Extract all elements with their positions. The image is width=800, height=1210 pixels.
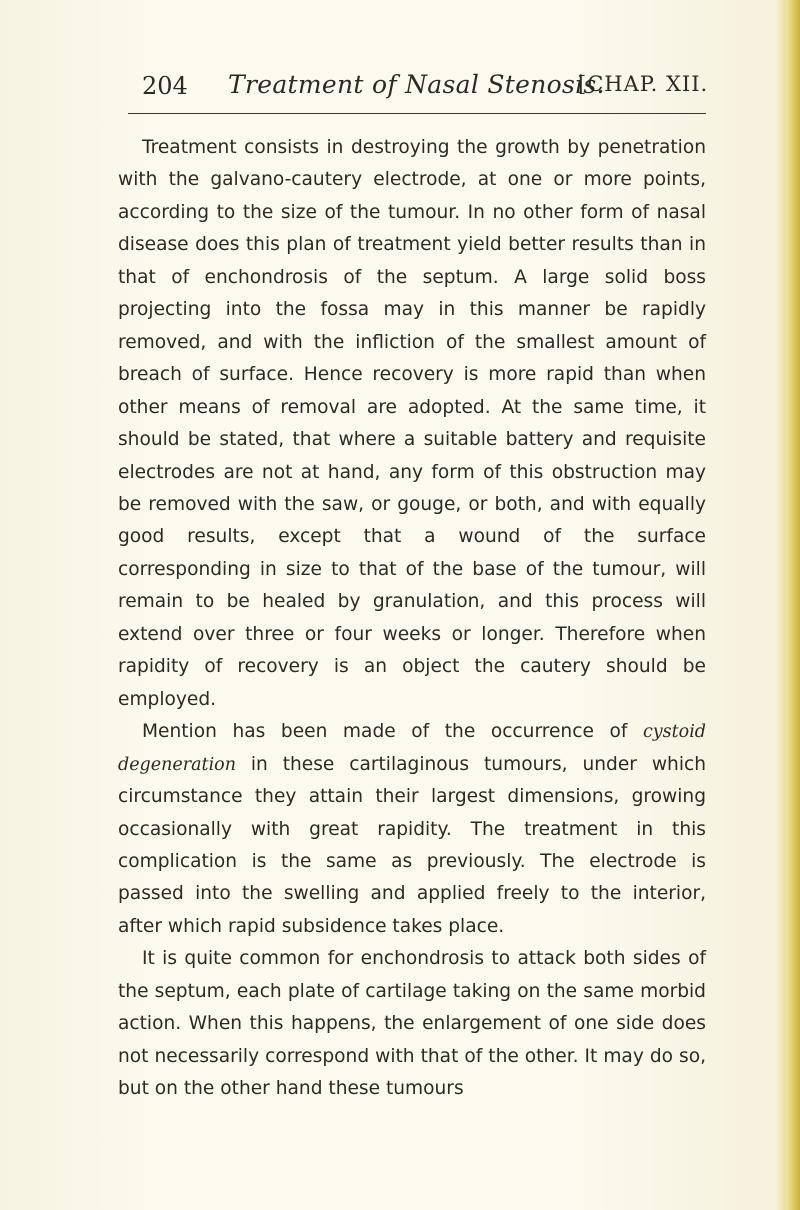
chapter-label: [CHAP. XII.	[578, 72, 709, 96]
body-text	[118, 132, 706, 1106]
paragraph-2-end: in these cartilaginous tumours, under which circumstance they attain their largest dimensions, growing occasionally with great rapidity. The treatment in this complication is the same as previously. The electrode is passed into the swelling and applied freely to the interior, after which rapid subsidence takes place.	[118, 753, 706, 937]
header-rule	[128, 113, 706, 114]
running-title: Treatment of Nasal Stenosis.	[228, 70, 605, 99]
paragraph-2-start: Mention has been made of the occurrence of	[142, 721, 643, 743]
page-edge	[786, 0, 800, 1210]
paragraph-2	[118, 716, 706, 943]
paragraph-1: Treatment consists in destroying the growth by penetration with the galvano-cautery electrode, at one or more points, according to the size of the tumour. In no other form of nasal disease does this plan of treatment yield better results than in that of enchondrosis of the septum. A large solid boss projecting into the fossa may in this manner be rapidly removed, and with the infliction of the smallest amount of breach of surface. Hence recovery is more rapid than when other means of removal are adopted. At the same time, it should be stated, that where a suitable battery and requisite electrodes are not at hand, any form of this obstruction may be removed with the saw, or gouge, or both, and with equally good results, except that a wound of the surface corresponding in size to that of the base of the tumour, will remain to be healed by granulation, and this process will extend over three or four weeks or longer. Therefore when rapidity of recovery is an object the cautery should be employed.	[118, 137, 706, 710]
paragraph-2-italic-term: cystoid degeneration	[118, 722, 706, 775]
page-number: 204	[142, 72, 188, 100]
paragraph-3: It is quite common for enchondrosis to attack both sides of the septum, each plate of cartilage taking on the same morbid action. When this happens, the enlargement of one side does not necessarily correspond with that of the other. It may do so, but on the other hand these tumours	[118, 948, 706, 1100]
page-header	[142, 62, 722, 112]
